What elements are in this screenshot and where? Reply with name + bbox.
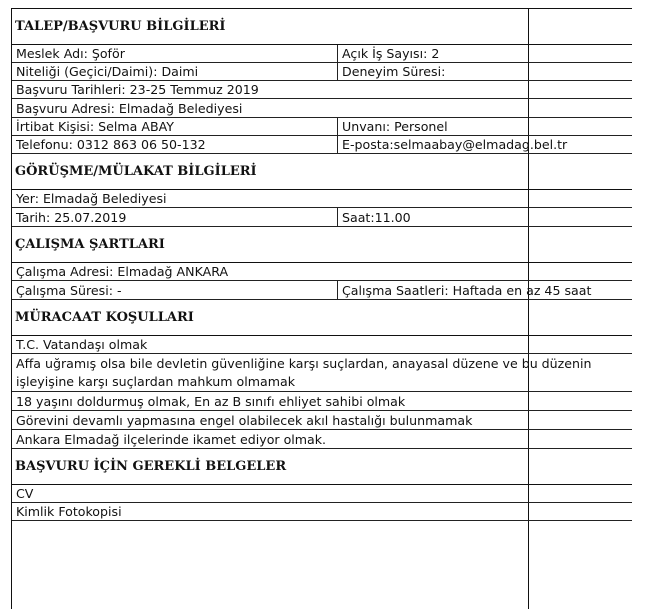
section-header-belgeler [12,449,632,485]
section-header-talep [12,9,632,45]
table-row [12,63,632,81]
table-row [12,118,632,136]
kosul-text: Affa uğramış olsa bile devletin güvenliğine karşı suçlardan, anayasal düzene ve bu düzenin işleyişine karşı suçlardan mahkum olmamak [16,356,592,389]
section-header-calisma [12,227,632,263]
irtibat-field: İrtibat Kişisi: Selma ABAY [16,119,174,134]
kosul-text: Görevini devamlı yapmasına engel olabilecek akıl hastalığı bulunmamak [16,412,473,428]
calisma-saatleri: Çalışma Saatleri: Haftada en az 45 saat [337,281,632,299]
list-item [12,503,632,521]
table-row [12,136,632,154]
job-posting-form [11,8,632,609]
section-title: GÖRÜŞME/MÜLAKAT BİLGİLERİ [15,164,257,179]
belge-text: CV [16,486,34,501]
deneyim-field: Deneyim Süresi: [337,63,632,80]
gorusme-saat: Saat:11.00 [337,208,632,226]
gorusme-yer: Yer: Elmadağ Belediyesi [16,191,167,206]
section-title: MÜRACAAT KOŞULLARI [15,310,194,325]
kosul-text: Ankara Elmadağ ilçelerinde ikamet ediyor olmak. [16,431,327,447]
section-title: ÇALIŞMA ŞARTLARI [15,237,165,252]
basvuru-adresi: Başvuru Adresi: Elmadağ Belediyesi [16,100,243,116]
gorusme-tarih: Tarih: 25.07.2019 [16,209,127,225]
belge-text: Kimlik Fotokopisi [16,504,122,519]
table-row [12,263,632,281]
section-header-muracaat [12,300,632,336]
table-row [12,45,632,63]
meslek-field: Meslek Adı: Şoför [16,46,125,61]
list-item [12,354,632,392]
unvan-field: Unvanı: Personel [337,118,632,135]
basvuru-tarihleri: Başvuru Tarihleri: 23-25 Temmuz 2019 [16,82,259,97]
calisma-suresi: Çalışma Süresi: - [16,282,122,298]
nitelik-field: Niteliği (Geçici/Daimi): Daimi [16,64,199,79]
table-row [12,208,632,227]
acik-is-field: Açık İş Sayısı: 2 [337,45,632,62]
kosul-text: 18 yaşını doldurmuş olmak, En az B sınıfı ehliyet sahibi olmak [16,393,406,409]
list-item [12,485,632,503]
telefon-field: Telefonu: 0312 863 06 50-132 [16,137,206,152]
table-row [12,281,632,300]
calisma-adresi: Çalışma Adresi: Elmadağ ANKARA [16,264,229,279]
section-title: TALEP/BAŞVURU BİLGİLERİ [15,19,226,34]
list-item [12,411,632,430]
list-item [12,392,632,411]
section-title: BAŞVURU İÇİN GEREKLİ BELGELER [15,459,287,474]
eposta-field: E-posta:selmaabay@elmadag.bel.tr [337,136,632,153]
section-header-gorusme [12,154,632,190]
table-row [12,99,632,118]
kosul-text: T.C. Vatandaşı olmak [16,337,148,352]
table-row [12,190,632,208]
list-item [12,430,632,449]
list-item [12,336,632,354]
table-row [12,81,632,99]
